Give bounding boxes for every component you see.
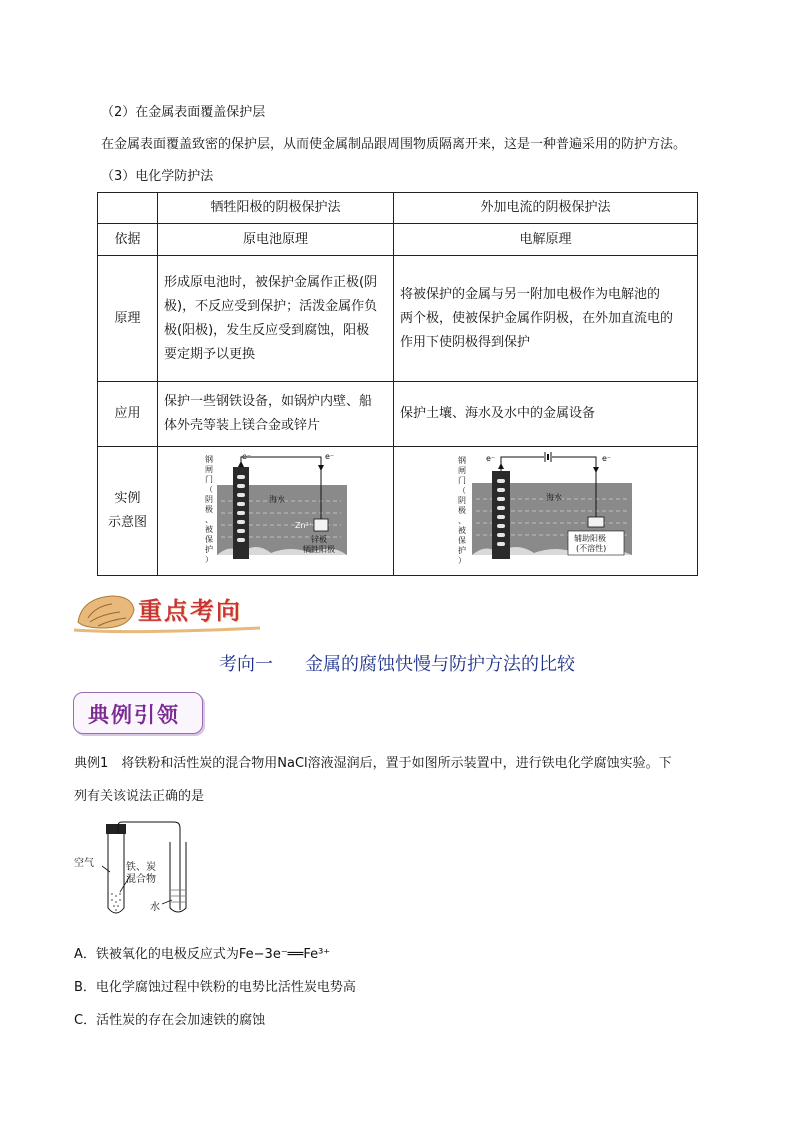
auxiliary-anode	[588, 517, 604, 527]
sacrificial-anode-figure-cell	[158, 447, 394, 576]
gate-label-char: 保	[204, 535, 213, 544]
corrosion-apparatus-diagram	[74, 820, 204, 920]
water-label: 水	[150, 902, 160, 913]
table-header-sacrificial: 牺牲阳极的阴极保护法	[158, 193, 394, 224]
gate-label-char: 闸	[204, 465, 213, 474]
gate-label-char: 、	[204, 515, 213, 524]
example-label-line: 示意图	[107, 515, 147, 530]
gate-label-char: 极	[457, 506, 466, 515]
application-left	[158, 382, 394, 447]
gate-label-char: 门	[457, 476, 466, 485]
section3-heading: （3）电化学防护法	[101, 169, 214, 184]
example-question-line: 典例1 将铁粉和活性炭的混合物用NaCl溶液湿润后，置于如图所示装置中，进行铁电化学腐蚀实验。下	[74, 756, 672, 771]
principle-left-line: 要定期予以更换	[164, 346, 256, 362]
stopper	[106, 824, 126, 834]
arrow-down-icon	[318, 465, 324, 471]
gate-label-char: 被	[204, 525, 213, 534]
electron-label: e⁻	[241, 452, 251, 461]
gate-label-char: 钢	[457, 456, 466, 465]
zinc-plate	[314, 519, 328, 531]
seawater-label: 海水	[545, 493, 562, 502]
arrow-up-icon	[238, 461, 244, 467]
table-row	[98, 224, 698, 256]
gate-label-char: 、	[457, 516, 466, 525]
gate-label-char: （	[457, 486, 466, 495]
electron-label: e⁻	[601, 454, 611, 463]
principle-left-line: 极(阳极)，发生反应受到腐蚀，阳极	[164, 322, 370, 338]
section-title-prefix: 考向一	[219, 654, 273, 675]
option-b: B．电化学腐蚀过程中铁粉的电势比活性炭电势高	[74, 980, 356, 995]
arrow-down-icon	[593, 467, 599, 473]
principle-left-line: 形成原电池时，被保护金属作正极(阴	[164, 274, 378, 290]
row-label-example	[98, 447, 158, 576]
row-label-principle: 原理	[98, 256, 158, 382]
principle-right-line: 作用下使阴极得到保护	[400, 334, 531, 350]
mixture-label: 铁、炭	[126, 862, 156, 873]
gate-label-char: 阴	[204, 495, 213, 504]
example-label-line: 实例	[114, 491, 141, 506]
gate-label-char: ）	[204, 555, 213, 564]
gate-label-char: （	[204, 485, 213, 494]
impressed-current-diagram	[456, 449, 636, 573]
seawater-label: 海水	[268, 495, 285, 504]
table-header-impressed: 外加电流的阴极保护法	[394, 193, 698, 224]
conch-shell-icon	[78, 596, 134, 628]
row-label-basis: 依据	[98, 224, 158, 256]
row-label-application: 应用	[98, 382, 158, 447]
gate-label-char: 极	[204, 505, 213, 514]
mixture-label: 混合物	[126, 874, 156, 885]
iron-carbon-mixture	[111, 893, 121, 911]
section-title	[0, 650, 794, 676]
sacrificial-anode-label: 牺牲阳极	[302, 545, 335, 554]
principle-right-line: 两个极，使被保护金属作阴极，在外加直流电的	[400, 310, 674, 326]
gate-label-char: 阴	[457, 496, 466, 505]
gate-label-char: 护	[204, 545, 213, 554]
principle-left-line: 极)，不反应受到保护；活泼金属作负	[164, 298, 378, 314]
option-c: C．活性炭的存在会加速铁的腐蚀	[74, 1013, 266, 1028]
gate-label-char: ）	[457, 556, 466, 565]
application-right: 保护土壤、海水及水中的金属设备	[394, 382, 698, 447]
air-label: 空气	[74, 858, 94, 869]
principle-left	[158, 256, 394, 382]
auxiliary-anode-label: 辅助阳极	[573, 534, 606, 543]
gate-label-char: 被	[457, 526, 466, 535]
electron-label: e⁻	[324, 452, 334, 461]
table-row	[98, 256, 698, 382]
gate-label-char: 护	[457, 546, 466, 555]
principle-right-line: 将被保护的金属与另一附加电极作为电解池的	[400, 286, 661, 302]
zinc-ion-label: Zn²⁺	[294, 521, 313, 530]
principle-right	[394, 256, 698, 382]
impressed-current-figure-cell	[394, 447, 698, 576]
application-left-line: 保护一些钢铁设备，如锅炉内壁、船	[164, 394, 373, 409]
table-row	[98, 382, 698, 447]
option-a: A．铁被氧化的电极反应式为Fe−3e⁻══Fe³⁺	[74, 947, 331, 962]
zinc-plate-label: 锌板	[310, 535, 327, 544]
basis-right: 电解原理	[394, 224, 698, 256]
water-level	[171, 890, 185, 902]
sacrificial-anode-diagram	[201, 449, 351, 573]
gate-label-char: 闸	[457, 466, 466, 475]
gate-label-char: 门	[204, 475, 213, 484]
section-title-text: 金属的腐蚀快慢与防护方法的比较	[305, 654, 575, 675]
key-direction-banner-text: 重点考向	[138, 596, 242, 625]
gate-label-char: 钢	[204, 455, 213, 464]
table-header-row	[98, 193, 698, 224]
section2-body: 在金属表面覆盖致密的保护层，从而使金属制品跟周围物质隔离开来，这是一种普遍采用的防护方法。	[101, 137, 687, 152]
typical-example-box-text: 典例引领	[88, 702, 180, 727]
protection-method-table	[97, 192, 698, 576]
insoluble-label: (不溶性)	[575, 544, 606, 553]
electron-label: e⁻	[485, 454, 495, 463]
table-header-blank	[98, 193, 158, 224]
example-question-line: 列有关该说法正确的是	[74, 789, 205, 804]
gate-label-char: 保	[457, 536, 466, 545]
table-row	[98, 447, 698, 576]
section2-heading: （2）在金属表面覆盖保护层	[101, 105, 266, 120]
arrow-up-icon	[498, 463, 504, 469]
basis-left: 原电池原理	[158, 224, 394, 256]
application-left-line: 体外壳等装上镁合金或锌片	[164, 418, 321, 433]
water-test-tube	[170, 842, 186, 912]
